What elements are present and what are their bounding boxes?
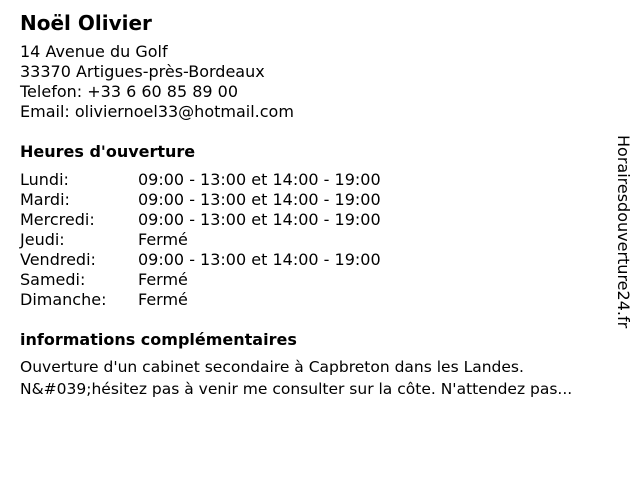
hours-row bbox=[20, 190, 620, 210]
hours-row bbox=[20, 270, 620, 290]
hours-day: Jeudi: bbox=[20, 230, 65, 249]
hours-table bbox=[20, 170, 620, 310]
hours-day: Vendredi: bbox=[20, 250, 96, 269]
hours-day: Samedi: bbox=[20, 270, 86, 289]
hours-day: Mardi: bbox=[20, 190, 70, 209]
hours-day: Dimanche: bbox=[20, 290, 107, 309]
address-city: 33370 Artigues-près-Bordeaux bbox=[20, 62, 265, 81]
hours-day: Lundi: bbox=[20, 170, 69, 189]
site-watermark: Horairesdouverture24.fr bbox=[614, 135, 633, 329]
email-address: Email: oliviernoel33@hotmail.com bbox=[20, 102, 294, 121]
hours-row bbox=[20, 290, 620, 310]
hours-time: 09:00 - 13:00 et 14:00 - 19:00 bbox=[138, 210, 381, 229]
hours-time: Fermé bbox=[138, 270, 188, 289]
hours-row bbox=[20, 170, 620, 190]
hours-time: 09:00 - 13:00 et 14:00 - 19:00 bbox=[138, 250, 381, 269]
hours-time: Fermé bbox=[138, 290, 188, 309]
hours-time: 09:00 - 13:00 et 14:00 - 19:00 bbox=[138, 170, 381, 189]
hours-time: Fermé bbox=[138, 230, 188, 249]
business-card bbox=[20, 10, 620, 400]
business-name: Noël Olivier bbox=[20, 11, 152, 35]
hours-heading: Heures d'ouverture bbox=[20, 142, 196, 161]
hours-row bbox=[20, 250, 620, 270]
hours-row bbox=[20, 230, 620, 250]
info-heading: informations complémentaires bbox=[20, 330, 297, 349]
hours-day: Mercredi: bbox=[20, 210, 95, 229]
phone-number: Telefon: +33 6 60 85 89 00 bbox=[20, 82, 239, 101]
hours-time: 09:00 - 13:00 et 14:00 - 19:00 bbox=[138, 190, 381, 209]
info-description: Ouverture d'un cabinet secondaire à Capbreton dans les Landes. N&#039;hésitez pas à venir me consulter sur la côte. N'attendez pas... bbox=[20, 358, 573, 398]
hours-row bbox=[20, 210, 620, 230]
address-street: 14 Avenue du Golf bbox=[20, 42, 168, 61]
